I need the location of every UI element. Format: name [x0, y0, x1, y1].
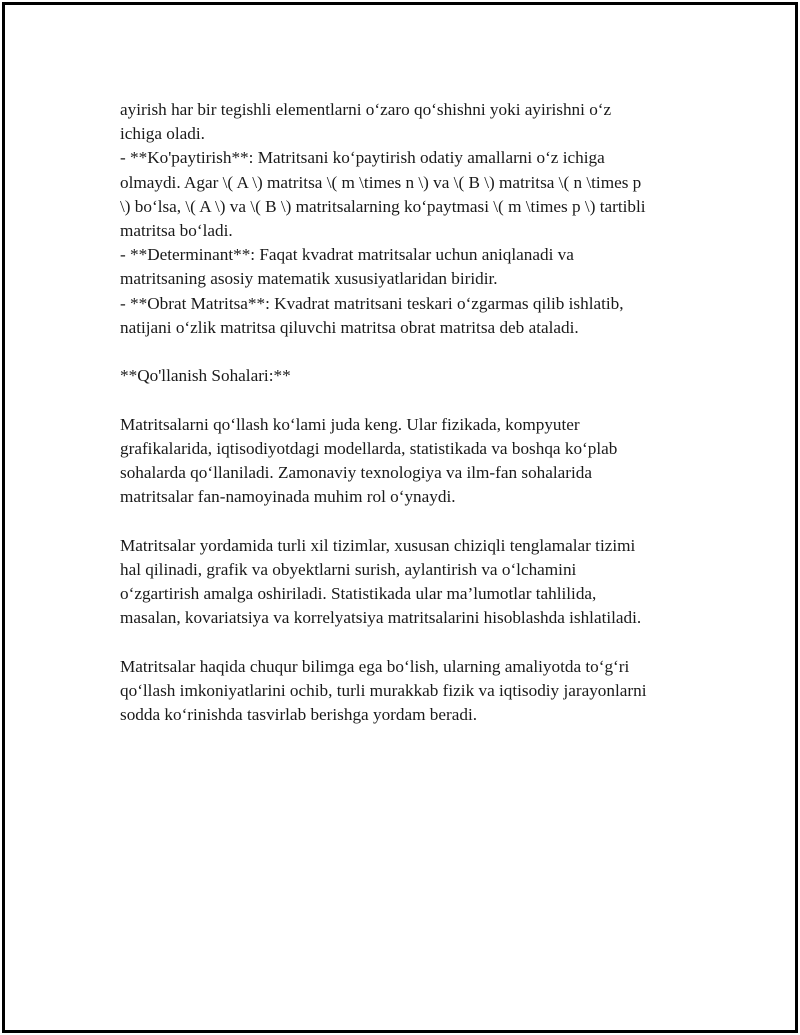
text-line: qo‘llash imkoniyatlarini ochib, turli murakkab fizik va iqtisodiy jarayonlarni [120, 680, 647, 700]
text-line: olmaydi. Agar \( A \) matritsa \( m \times n \) va \( B \) matritsa \( n \times p [120, 172, 642, 192]
text-line: natijani o‘zlik matritsa qiluvchi matritsa obrat matritsa deb ataladi. [120, 317, 579, 337]
text-line: o‘zgartirish amalga oshiriladi. Statistikada ular ma’lumotlar tahlilida, [120, 584, 597, 604]
text-line: Matritsalarni qo‘llash ko‘lami juda keng. Ular fizikada, kompyuter [120, 414, 580, 434]
text-line: matritsaning asosiy matematik xususiyatlaridan biridir. [120, 269, 498, 289]
paragraph [120, 413, 700, 510]
text-line: ayirish har bir tegishli elementlarni o‘zaro qo‘shishni yoki ayirishni o‘z [120, 100, 612, 119]
text-line: - **Obrat Matritsa**: Kvadrat matritsani teskari o‘zgarmas qilib ishlatib, [120, 293, 624, 313]
text-line: matritsalar fan-namoyinada muhim rol o‘ynaydi. [120, 487, 456, 507]
text-line: - **Ko'paytirish**: Matritsani ko‘paytirish odatiy amallarni o‘z ichiga [120, 148, 605, 168]
paragraph [120, 98, 700, 146]
text-line: \) bo‘lsa, \( A \) va \( B \) matritsalarning ko‘paytmasi \( m \times p \) tartibli [120, 196, 646, 216]
text-line: masalan, kovariatsiya va korrelyatsiya matritsalarini hisoblashda ishlatiladi. [120, 608, 642, 628]
text-line: - **Determinant**: Faqat kvadrat matritsalar uchun aniqlanadi va [120, 245, 574, 265]
paragraph [120, 243, 700, 291]
text-line: grafikalarida, iqtisodiyotdagi modellarda, statistikada va boshqa ko‘plab [120, 438, 618, 458]
text-line: **Qo'llanish Sohalari:** [120, 366, 291, 386]
text-line: Matritsalar haqida chuqur bilimga ega bo‘lish, ularning amaliyotda to‘g‘ri [120, 656, 630, 676]
document-body [120, 98, 700, 727]
text-line: matritsa bo‘ladi. [120, 221, 233, 241]
text-line: ichiga oladi. [120, 124, 205, 144]
text-line: sohalarda qo‘llaniladi. Zamonaviy texnologiya va ilm-fan sohalarida [120, 463, 593, 483]
paragraph [120, 146, 700, 243]
paragraph [120, 292, 700, 340]
blank-line [120, 340, 700, 364]
paragraph [120, 534, 700, 631]
blank-line [120, 388, 700, 412]
blank-line [120, 509, 700, 533]
page-frame [2, 2, 798, 1033]
blank-line [120, 630, 700, 654]
paragraph [120, 655, 700, 728]
section-heading [120, 364, 700, 388]
text-line: sodda ko‘rinishda tasvirlab berishga yordam beradi. [120, 705, 478, 725]
text-line: hal qilinadi, grafik va obyektlarni surish, aylantirish va o‘lchamini [120, 559, 577, 579]
text-line: Matritsalar yordamida turli xil tizimlar, xususan chiziqli tenglamalar tizimi [120, 535, 636, 555]
